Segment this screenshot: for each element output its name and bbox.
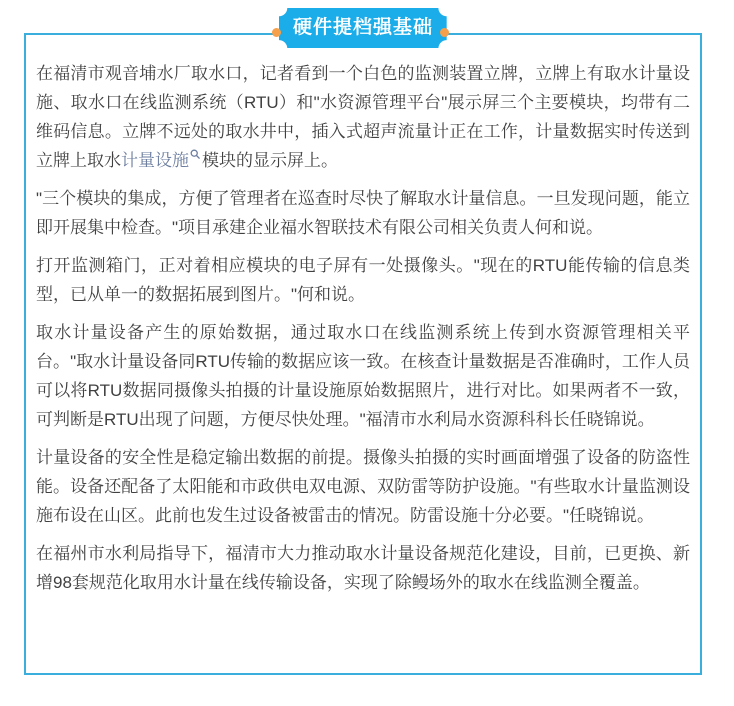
section-badge	[279, 8, 447, 48]
article-paragraph-4: 取水计量设备产生的原始数据，通过取水口在线监测系统上传到水资源管理相关平台。"取水计量设备同RTU传输的数据应该一致。在核查计量数据是否准确时，工作人员可以将RTU数据同摄像头拍摄的计量设施原始数据照片，进行对比。如果两者不一致，可判断是RTU出现了问题，方便尽快处理。"福清市水利局水资源科科长任晓锦说。	[36, 323, 690, 429]
term-link[interactable]: 计量设施	[121, 151, 189, 170]
section-badge-label: 硬件提档强基础	[292, 17, 434, 38]
paragraph-text: 在福清市观音埔水厂取水口，记者看到一个白色的监测装置立牌，立牌上有取水计量设施、取水口在线监测系统（RTU）和"水资源管理平台"展示屏三个主要模块，均带有二维码信息。立牌不远处的取水井中，插入式超声流量计正在工作，计量数据实时传送到立牌上取水	[36, 64, 690, 170]
article-paragraph-1	[36, 59, 690, 175]
article-paragraph-3: 打开监测箱门，正对着相应模块的电子屏有一处摄像头。"现在的RTU能传输的信息类型，已从单一的数据拓展到图片。"何和说。	[36, 256, 690, 304]
article-paragraph-2: "三个模块的集成，方便了管理者在巡查时尽快了解取水计量信息。一旦发现问题，能立即开展集中检查。"项目承建企业福水智联技术有限公司相关负责人何和说。	[36, 189, 690, 237]
orange-dot-icon	[272, 28, 281, 37]
paragraph-text: 模块的显示屏上。	[202, 151, 338, 170]
article-card	[24, 33, 702, 675]
search-icon[interactable]	[190, 139, 201, 168]
article-paragraph-6: 在福州市水利局指导下，福清市大力推动取水计量设备规范化建设，目前，已更换、新增98套规范化取用水计量在线传输设备，实现了除鳗场外的取水在线监测全覆盖。	[36, 544, 690, 592]
article-paragraph-5: 计量设备的安全性是稳定输出数据的前提。摄像头拍摄的实时画面增强了设备的防盗性能。设备还配备了太阳能和市政供电双电源、双防雷等防护设施。"有些取水计量监测设施布设在山区。此前也发生过设备被雷击的情况。防雷设施十分必要。"任晓锦说。	[36, 448, 690, 525]
orange-dot-icon	[440, 28, 449, 37]
